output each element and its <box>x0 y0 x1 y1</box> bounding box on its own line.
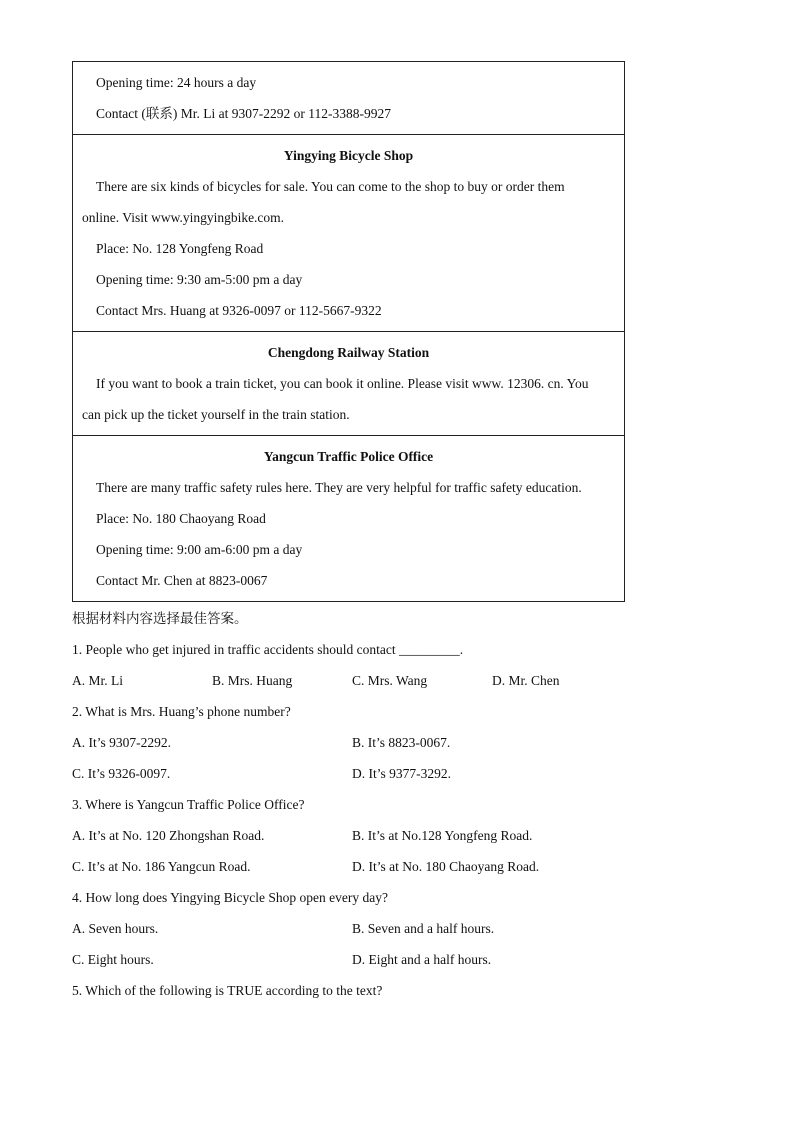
option-a: A. It’s 9307-2292. <box>72 735 171 750</box>
option-d: D. It’s 9377-3292. <box>352 766 451 781</box>
question-text: 4. How long does Yingying Bicycle Shop open every day? <box>72 890 388 905</box>
info-line: Place: No. 180 Chaoyang Road <box>96 511 266 526</box>
question-4 <box>72 882 632 975</box>
option-c: C. Eight hours. <box>72 952 154 967</box>
options-row <box>72 913 632 944</box>
info-line: Opening time: 9:00 am-6:00 pm a day <box>96 542 303 557</box>
options-row <box>72 820 632 851</box>
question-text: 5. Which of the following is TRUE according to the text? <box>72 983 383 998</box>
section-title: Yingying Bicycle Shop <box>283 148 414 163</box>
options-row <box>72 727 632 758</box>
document-page <box>72 61 632 1006</box>
info-line: Contact (联系) Mr. Li at 9307-2292 or 112-3388-9927 <box>96 106 391 121</box>
section-hospital <box>73 62 625 135</box>
info-line: Opening time: 24 hours a day <box>96 75 257 90</box>
option-b: B. It’s at No.128 Yongfeng Road. <box>352 828 533 843</box>
option-d: D. Mr. Chen <box>492 673 560 688</box>
section-paragraph-cont: can pick up the ticket yourself in the train station. <box>82 407 350 422</box>
option-c: C. It’s at No. 186 Yangcun Road. <box>72 859 251 874</box>
option-a: A. Mr. Li <box>72 673 124 688</box>
instruction: 根据材料内容选择最佳答案。 <box>72 611 248 626</box>
info-line: Contact Mrs. Huang at 9326-0097 or 112-5667-9322 <box>96 303 382 318</box>
options-row <box>72 758 632 789</box>
section-paragraph: There are many traffic safety rules here. They are very helpful for traffic safety education. <box>96 480 582 495</box>
info-line: Place: No. 128 Yongfeng Road <box>96 241 264 256</box>
options-row <box>72 944 632 975</box>
options-row <box>72 665 632 696</box>
section-paragraph: If you want to book a train ticket, you can book it online. Please visit www. 12306. cn. You <box>96 376 589 391</box>
option-a: A. It’s at No. 120 Zhongshan Road. <box>72 828 265 843</box>
section-title: Chengdong Railway Station <box>267 345 430 360</box>
question-2 <box>72 696 632 789</box>
info-line: Contact Mr. Chen at 8823-0067 <box>96 573 268 588</box>
question-text: 2. What is Mrs. Huang’s phone number? <box>72 704 291 719</box>
option-b: B. Seven and a half hours. <box>352 921 495 936</box>
section-paragraph: There are six kinds of bicycles for sale. You can come to the shop to buy or order them <box>96 179 565 194</box>
section-railway-station <box>73 332 625 436</box>
option-c: C. It’s 9326-0097. <box>72 766 171 781</box>
section-police-office <box>73 436 625 602</box>
option-a: A. Seven hours. <box>72 921 159 936</box>
option-b: B. Mrs. Huang <box>212 673 293 688</box>
option-d: D. Eight and a half hours. <box>352 952 492 967</box>
question-1 <box>72 634 632 696</box>
question-5 <box>72 975 632 1006</box>
question-text: 1. People who get injured in traffic accidents should contact _________. <box>72 642 464 657</box>
section-paragraph-cont: online. Visit www.yingyingbike.com. <box>82 210 285 225</box>
options-row <box>72 851 632 882</box>
question-text: 3. Where is Yangcun Traffic Police Office? <box>72 797 305 812</box>
section-bicycle-shop <box>73 135 625 332</box>
info-line: Opening time: 9:30 am-5:00 pm a day <box>96 272 303 287</box>
option-c: C. Mrs. Wang <box>352 673 428 688</box>
info-table <box>72 61 625 602</box>
section-title: Yangcun Traffic Police Office <box>263 449 434 464</box>
option-d: D. It’s at No. 180 Chaoyang Road. <box>352 859 540 874</box>
question-3 <box>72 789 632 882</box>
option-b: B. It’s 8823-0067. <box>352 735 451 750</box>
